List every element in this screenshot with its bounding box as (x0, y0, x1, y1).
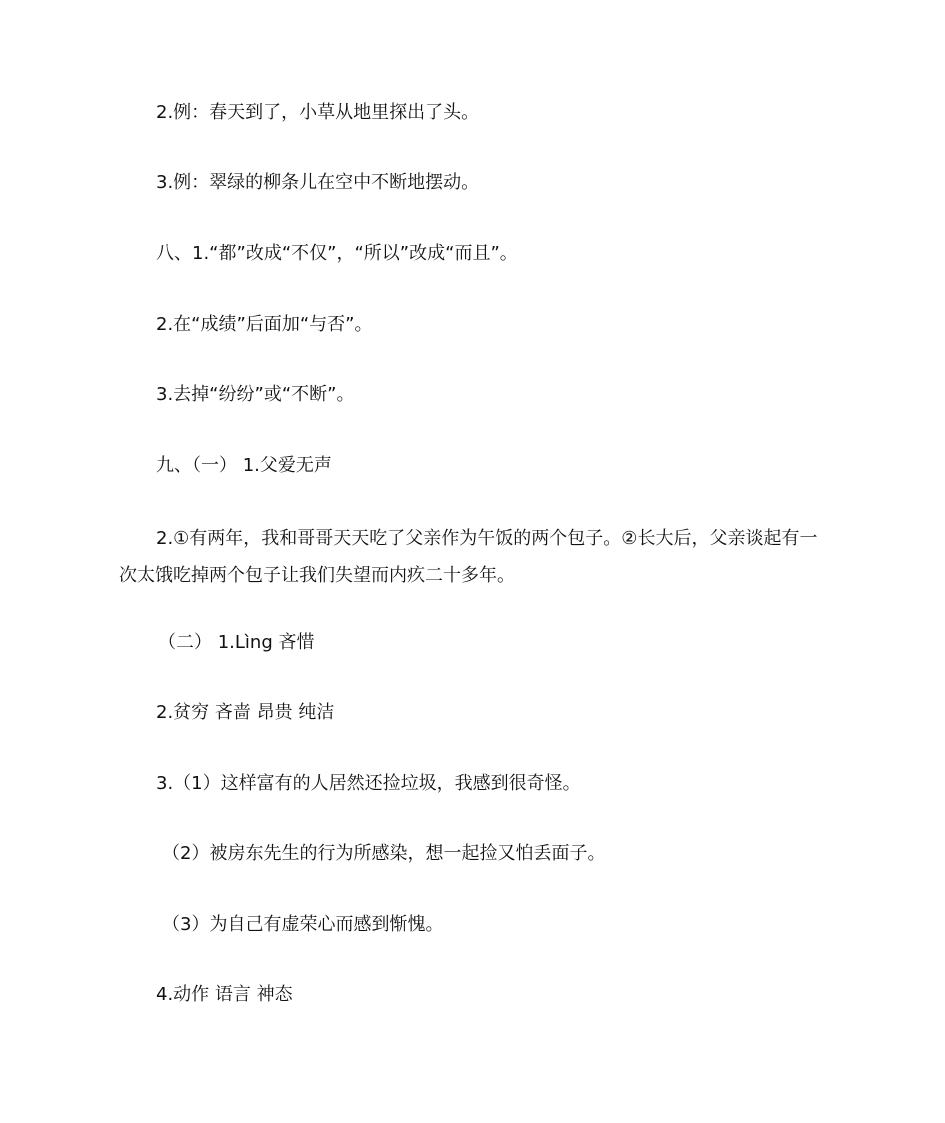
answer-line-10: 3.（1）这样富有的人居然还捡垃圾，我感到很奇怪。 (156, 773, 581, 794)
answer-line-13: 4.动作 语言 神态 (156, 984, 293, 1005)
answer-paragraph-7: 2.①有两年，我和哥哥天天吃了父亲作为午饭的两个包子。②长大后，父亲谈起有一次太饿吃掉两个包子让我们失望而内疚二十多年。 (119, 528, 818, 586)
answer-line-3: 八、1.“都”改成“不仅”，“所以”改成“而且”。 (156, 243, 518, 264)
answer-line-5: 3.去掉“纷纷”或“不断”。 (156, 384, 355, 405)
answer-line-1: 2.例：春天到了，小草从地里探出了头。 (156, 102, 480, 123)
answer-line-6: 九、（一） 1.父爱无声 (156, 455, 332, 476)
answer-line-4: 2.在“成绩”后面加“与否”。 (156, 314, 373, 335)
answer-line-8: （二） 1.Lìng 吝惜 (158, 632, 315, 653)
answer-line-12: （3）为自己有虚荣心而感到惭愧。 (162, 914, 444, 935)
answer-line-2: 3.例：翠绿的柳条儿在空中不断地摆动。 (156, 172, 480, 193)
answer-line-9: 2.贫穷 吝啬 昂贵 纯洁 (156, 702, 335, 723)
answer-line-11: （2）被房东先生的行为所感染，想一起捡又怕丢面子。 (162, 843, 606, 864)
